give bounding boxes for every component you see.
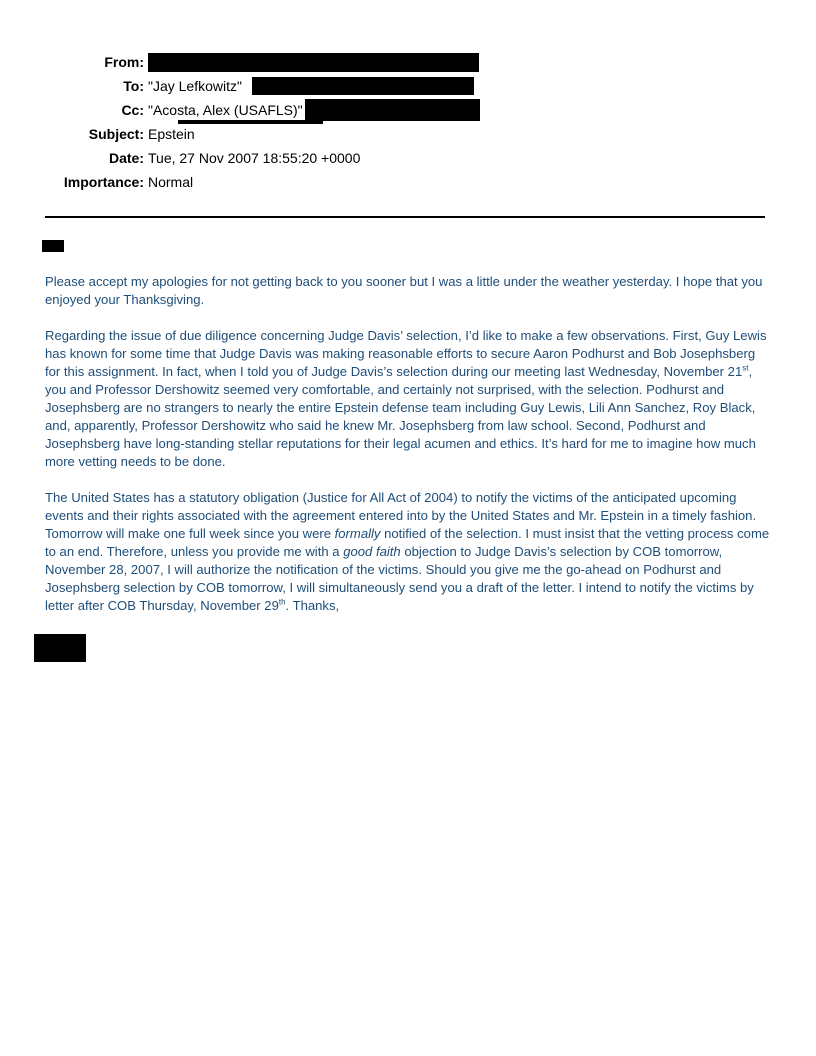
p2-superscript: st [742,363,749,373]
date-value: Tue, 27 Nov 2007 18:55:20 +0000 [148,150,361,166]
subject-value: Epstein [148,126,195,142]
subject-label: Subject: [88,126,144,142]
cc-redaction-underline [178,120,323,124]
to-label: To: [123,78,144,94]
signature-redaction [34,634,86,662]
p3-emphasis-formally: formally [334,526,381,541]
body-paragraph-3 [45,489,773,615]
from-redaction [148,53,479,72]
p2-text-a: Regarding the issue of due diligence concerning Judge Davis’ selection, I’d like to make a few observations. First, Guy Lewis has known for some time that Judge Davis was making reasonable efforts to secure Aaron Podhurst and Bob Josephsberg for this assignment. In fact, when I told you of Judge Davis’s selection during our meeting last Wednesday, November 21 [45,328,767,379]
salutation-redaction [42,240,64,252]
date-label: Date: [108,150,144,166]
importance-value: Normal [148,174,194,190]
message-body [45,273,773,633]
p3-text-a: The United States has a statutory obligation (Justice for All Act of 2004) to notify the victims of the anticipated upcoming events and their rights associated with the agreement entered into by the United States and Mr. Epstein in a timely fashion. Tomorrow will make one full week since you were [45,490,757,541]
cc-value: "Acosta, Alex (USAFLS)" [148,102,303,118]
to-redaction [252,77,474,95]
p3-text-d: . Thanks, [285,598,340,613]
p2-text-b: , you and Professor Dershowitz seemed very comfortable, and certainly not surprised, with the selection. Podhurst and Josephsberg are no strangers to nearly the entire Epstein defense team including Guy Lewis, Lili Ann Sanchez, Roy Black, and, apparently, Professor Dershowitz who said he knew Mr. Josephsberg from law school. Second, Podhurst and Josephsberg have long-standing stellar reputations for their legal acumen and ethics. It’s hard for me to imagine how much more vetting needs to be done. [45,364,756,469]
to-value: "Jay Lefkowitz" [148,78,242,94]
cc-redaction [305,99,480,121]
body-paragraph-1 [45,273,773,309]
cc-label: Cc: [121,102,144,118]
header-divider [45,216,765,218]
p3-text-b: notified of the selection. I must insist that the vetting process come to an end. Therefore, unless you provide me with a [45,526,770,559]
from-label: From: [104,54,144,70]
body-paragraph-2 [45,327,773,471]
p3-text-c: objection to Judge Davis’s selection by COB tomorrow, November 28, 2007, I will authorize the notification of the victims. Should you give me the go-ahead on Podhurst and Josephsberg selection by COB tomorrow, I will simultaneously send you a draft of the letter. I intend to notify the victims by letter after COB Thursday, November 29 [45,544,754,613]
p1-text: Please accept my apologies for not getting back to you sooner but I was a little under the weather yesterday. I hope that you enjoyed your Thanksgiving. [45,274,763,307]
importance-label: Importance: [63,174,144,190]
p3-emphasis-good-faith: good faith [343,544,401,559]
p3-superscript: th [278,597,286,607]
